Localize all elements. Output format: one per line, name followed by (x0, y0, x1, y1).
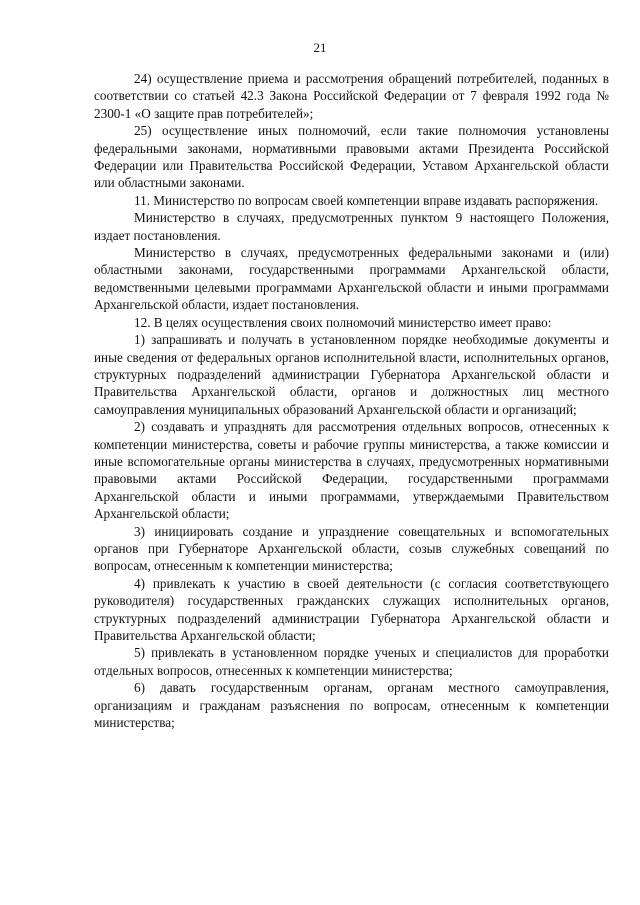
paragraph-right-3: 3) инициировать создание и упразднение совещательных и вспомогательных органов при Губернаторе Архангельской области, созыв служебных совещаний по вопросам, отнесенным к компетенции министерства; (94, 523, 609, 574)
paragraph-right-2: 2) создавать и упразднять для рассмотрения отдельных вопросов, отнесенных к компетенции министерства, советы и рабочие группы министерства, а также комиссии и иные вспомогательные органы министерства в случаях, предусмотренных нормативными правовыми актами Российской Федерации, государственными программами Архангельской области и иными программами, утверждаемыми Правительством Архангельской области; (94, 419, 609, 522)
paragraph-item-25: 25) осуществление иных полномочий, если такие полномочия установлены федеральными законами, нормативными правовыми актами Президента Российской Федерации или Правительства Российской Федерации, Уставом Архангельской области или областными законами. (94, 123, 609, 191)
paragraph-right-6: 6) давать государственным органам, органам местного самоуправления, организациям и гражданам разъяснения по вопросам, отнесенным к компетенции министерства; (94, 680, 609, 731)
paragraph-right-1: 1) запрашивать и получать в установленном порядке необходимые документы и иные сведения от федеральных органов исполнительной власти, исполнительных органов, структурных подразделений администрации Губернатора Архангельской области и Правительства Архангельской области, органов и должностных лиц местного самоуправления муниципальных образований Архангельской области и организаций; (94, 332, 609, 417)
page-number: 21 (313, 40, 327, 55)
paragraph-right-5: 5) привлекать в установленном порядке ученых и специалистов для проработки отдельных вопросов, отнесенных к компетенции министерства; (94, 645, 609, 678)
paragraph-item-24: 24) осуществление приема и рассмотрения обращений потребителей, поданных в соответствии со статьей 42.3 Закона Российской Федерации от 7 февраля 1992 года № 2300-1 «О защите прав потребителей»; (94, 71, 609, 121)
paragraph-clause-11-programs: Министерство в случаях, предусмотренных федеральными законами и (или) областными законами, государственными программами Архангельской области, ведомственными целевыми программами Архангельской области и иными программами Архангельской области, издает постановления. (94, 245, 609, 313)
paragraph-clause-12: 12. В целях осуществления своих полномочий министерство имеет право: (134, 314, 552, 330)
document-body (94, 70, 609, 731)
paragraph-clause-11-resolutions: Министерство в случаях, предусмотренных пунктом 9 настоящего Положения, издает постановления. (94, 210, 609, 243)
paragraph-right-4: 4) привлекать к участию в своей деятельности (с согласия соответствующего руководителя) государственных гражданских служащих исполнительных органов, структурных подразделений администрации Губернатора Архангельской области и Правительства Архангельской области; (94, 575, 609, 643)
paragraph-clause-11: 11. Министерство по вопросам своей компетенции вправе издавать распоряжения. (134, 192, 599, 208)
